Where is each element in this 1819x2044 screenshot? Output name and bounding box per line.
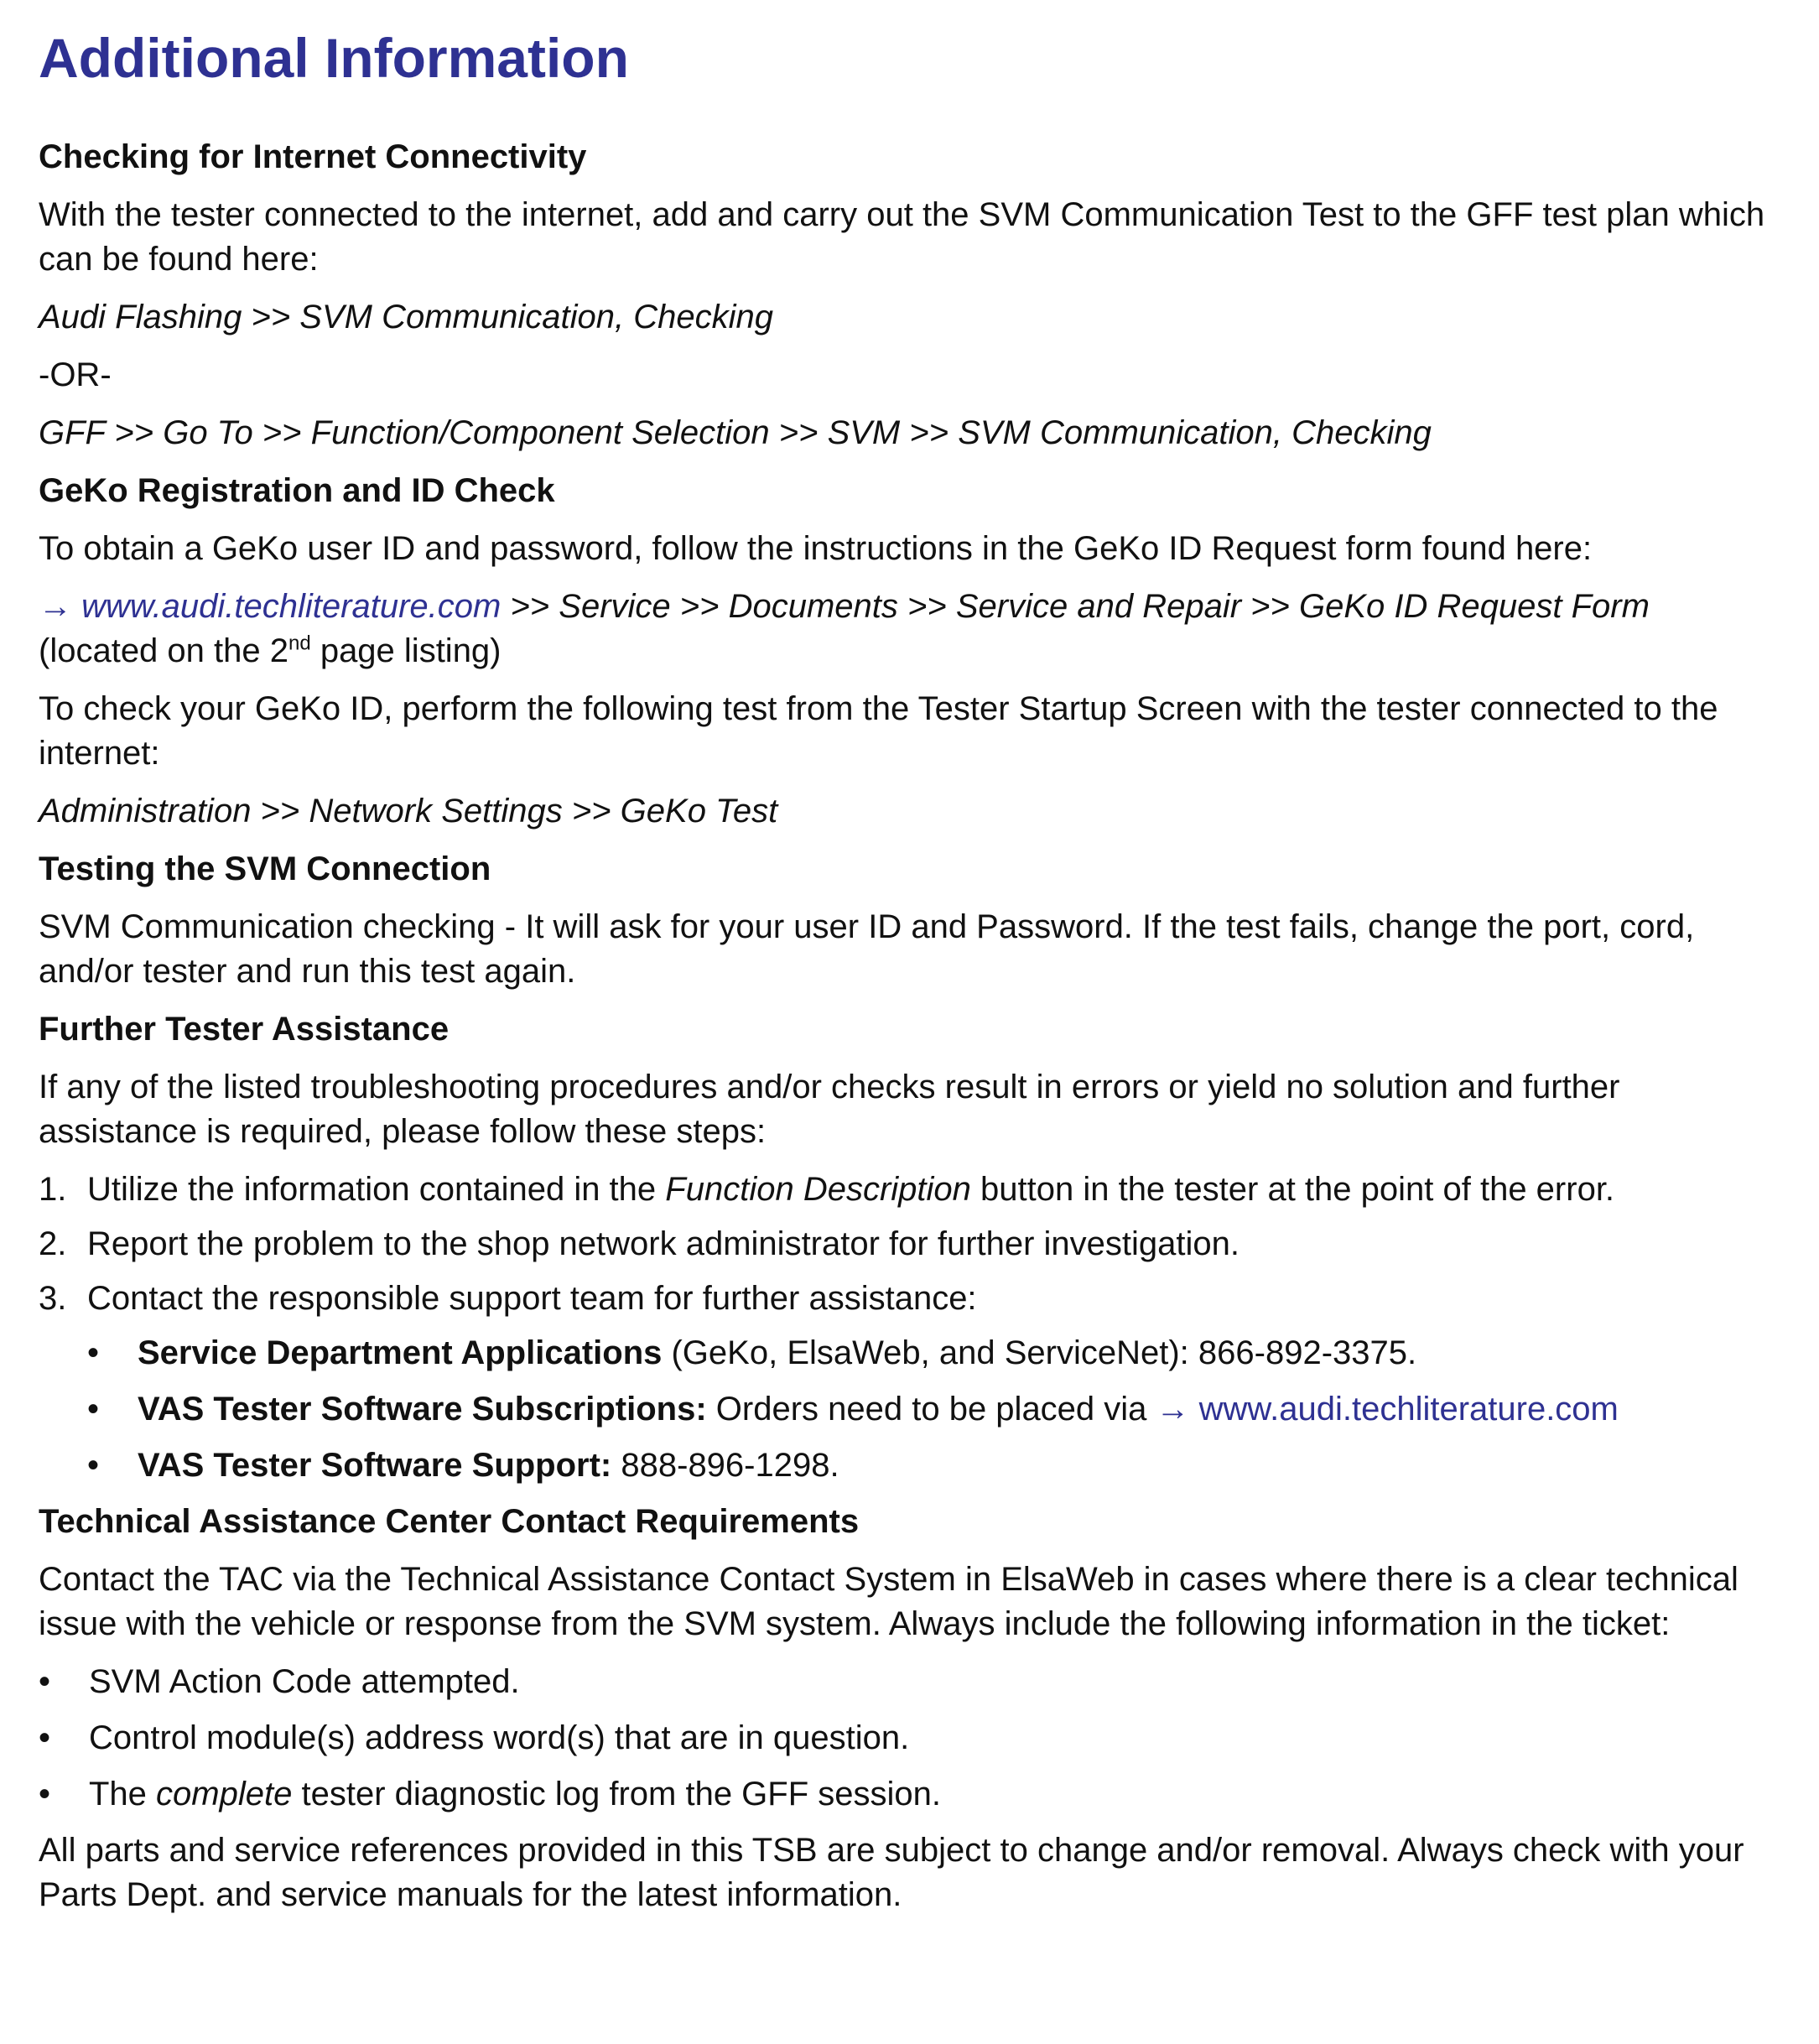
- step-text: Utilize the information contained in the Function Description button in the tester at the point of the error.: [87, 1171, 1615, 1209]
- path-geko-test: Administration >> Network Settings >> GeKo Test: [39, 793, 778, 830]
- paragraph-tac: Contact the TAC via the Technical Assistance Contact System in ElsaWeb in cases where there is a clear technical issue with the vehicle or response from the SVM system. Always include the following information in the ticket:: [39, 1561, 1738, 1643]
- list-item: [39, 1222, 1783, 1266]
- located-superscript: nd: [288, 632, 311, 655]
- bullet-icon: •: [87, 1447, 100, 1485]
- techliterature-link[interactable]: → www.audi.techliterature.com: [1156, 1391, 1619, 1428]
- techliterature-link[interactable]: → www.audi.techliterature.com: [39, 588, 502, 626]
- step-text: Contact the responsible support team for further assistance:: [87, 1280, 977, 1318]
- paragraph-further-assistance: If any of the listed troubleshooting procedures and/or checks result in errors or yield no solution and further assistance is required, please follow these steps:: [39, 1069, 1620, 1151]
- heading-internet-connectivity: Checking for Internet Connectivity: [39, 138, 587, 176]
- path-audi-flashing: Audi Flashing >> SVM Communication, Checking: [39, 299, 773, 336]
- contact-text: Service Department Applications (GeKo, ElsaWeb, and ServiceNet): 866-892-3375.: [138, 1334, 1417, 1372]
- list-item: [39, 1168, 1783, 1212]
- bullet-icon: •: [39, 1776, 51, 1813]
- geko-form-location: [39, 585, 1783, 674]
- paragraph-svm-check: SVM Communication checking - It will ask for your user ID and Password. If the test fails, change the port, cord, and/or tester and run this test again.: [39, 908, 1695, 991]
- or-separator: -OR-: [39, 356, 112, 394]
- bullet-icon: •: [39, 1663, 51, 1701]
- document-page: [39, 25, 1783, 1931]
- paragraph-geko-obtain: To obtain a GeKo user ID and password, follow the instructions in the GeKo ID Request form found here:: [39, 530, 1593, 568]
- contacts-list: [87, 1331, 1783, 1488]
- page-title: Additional Information: [39, 27, 629, 89]
- heading-testing-svm: Testing the SVM Connection: [39, 850, 491, 888]
- list-item: [39, 1772, 1783, 1817]
- list-item: [39, 1660, 1783, 1704]
- step-number: 2.: [39, 1225, 67, 1263]
- paragraph-internet-test: With the tester connected to the internet, add and carry out the SVM Communication Test to the GFF test plan which can be found here:: [39, 196, 1765, 278]
- step-number: 1.: [39, 1171, 67, 1209]
- list-item: [87, 1331, 1783, 1376]
- heading-tac-requirements: Technical Assistance Center Contact Requirements: [39, 1503, 860, 1541]
- paragraph-geko-check: To check your GeKo ID, perform the following test from the Tester Startup Screen with the tester connected to the internet:: [39, 690, 1718, 772]
- list-item: [39, 1277, 1783, 1321]
- contact-text: VAS Tester Software Subscriptions: Orders need to be placed via → www.audi.techliterature.com: [138, 1391, 1619, 1428]
- bullet-icon: •: [39, 1719, 51, 1757]
- list-item: [39, 1716, 1783, 1761]
- bullet-icon: •: [87, 1391, 100, 1428]
- tac-items-list: [39, 1660, 1783, 1817]
- located-text-pre: (located on the 2: [39, 632, 288, 670]
- tac-item-text: The complete tester diagnostic log from the GFF session.: [89, 1776, 942, 1813]
- step-text: Report the problem to the shop network administrator for further investigation.: [87, 1225, 1240, 1263]
- path-gff: GFF >> Go To >> Function/Component Selection >> SVM >> SVM Communication, Checking: [39, 414, 1432, 452]
- steps-list: [39, 1168, 1783, 1321]
- paragraph-footer-note: All parts and service references provided in this TSB are subject to change and/or removal. Always check with your Parts Dept. and service manuals for the latest information.: [39, 1832, 1744, 1914]
- tac-item-text: SVM Action Code attempted.: [89, 1663, 520, 1701]
- heading-geko-registration: GeKo Registration and ID Check: [39, 472, 555, 510]
- list-item: [87, 1443, 1783, 1488]
- list-item: [87, 1387, 1783, 1432]
- bullet-icon: •: [87, 1334, 100, 1372]
- located-text-post: page listing): [310, 632, 502, 670]
- geko-form-path: >> Service >> Documents >> Service and Repair >> GeKo ID Request Form: [501, 588, 1650, 626]
- tac-item-text: Control module(s) address word(s) that are in question.: [89, 1719, 910, 1757]
- contact-text: VAS Tester Software Support: 888-896-1298.: [138, 1447, 839, 1485]
- step-number: 3.: [39, 1280, 67, 1318]
- heading-further-assistance: Further Tester Assistance: [39, 1011, 450, 1048]
